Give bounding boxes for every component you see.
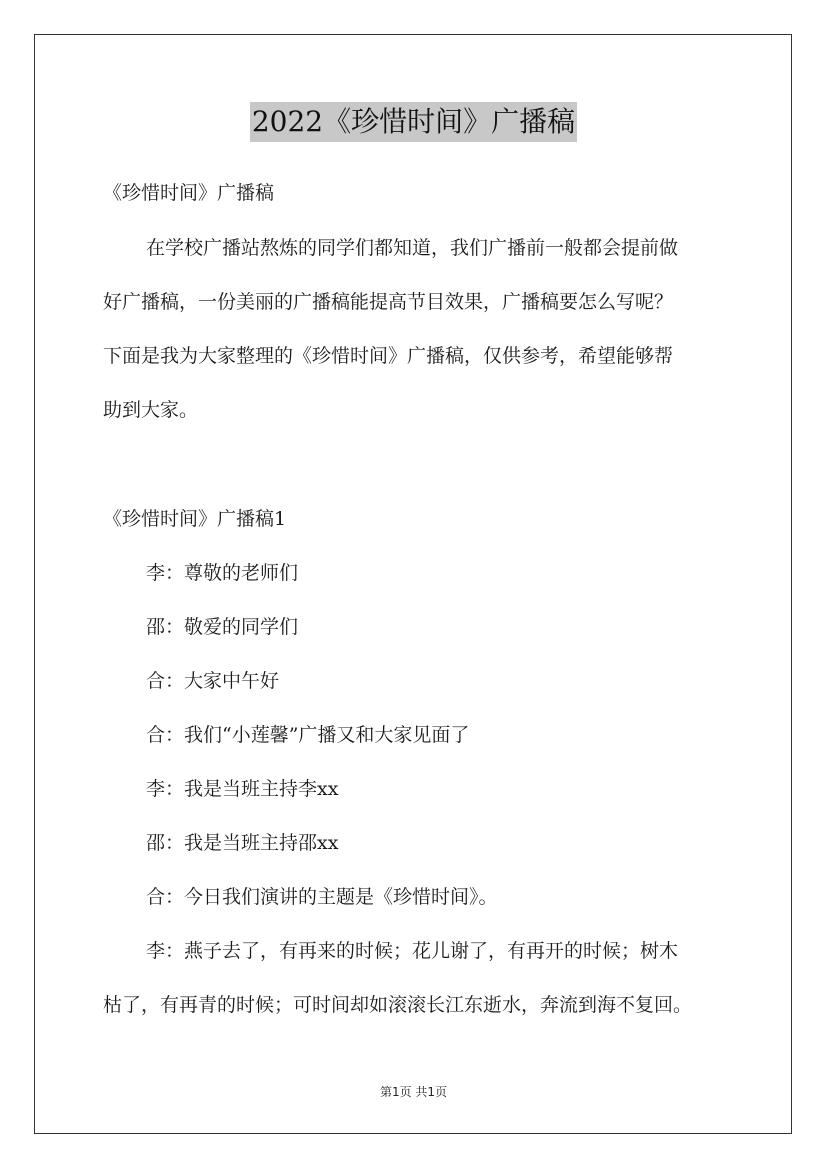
dialogue-line-8: 李：燕子去了，有再来的时候；花儿谢了，有再开的时候；树木 [146, 940, 679, 962]
dialogue-line-1: 李：尊敬的老师们 [146, 562, 299, 584]
dialogue-line-6: 邵：我是当班主持邵xx [146, 832, 339, 854]
intro-line-1: 在学校广播站熬炼的同学们都知道，我们广播前一般都会提前做 [146, 237, 679, 259]
intro-line-4: 助到大家。 [103, 399, 199, 421]
dialogue-line-4: 合：我们“小莲馨”广播又和大家见面了 [146, 724, 470, 746]
document-subtitle: 《珍惜时间》广播稿 [103, 182, 275, 204]
page-footer: 第1页 共1页 [379, 1085, 448, 1099]
document-title: 2022《珍惜时间》广播稿 [250, 102, 577, 142]
dialogue-continuation: 枯了，有再青的时候；可时间却如滚滚长江东逝水，奔流到海不复回。 [103, 994, 693, 1016]
section-title: 《珍惜时间》广播稿1 [103, 508, 287, 530]
dialogue-line-7: 合：今日我们演讲的主题是《珍惜时间》。 [146, 886, 498, 908]
title-container [0, 102, 827, 142]
intro-line-2: 好广播稿，一份美丽的广播稿能提高节目效果，广播稿要怎么写呢？ [103, 291, 674, 313]
dialogue-line-5: 李：我是当班主持李xx [146, 778, 339, 800]
dialogue-line-3: 合：大家中午好 [146, 670, 280, 692]
intro-line-3: 下面是我为大家整理的《珍惜时间》广播稿，仅供参考，希望能够帮 [103, 345, 674, 367]
dialogue-line-2: 邵：敬爱的同学们 [146, 616, 299, 638]
